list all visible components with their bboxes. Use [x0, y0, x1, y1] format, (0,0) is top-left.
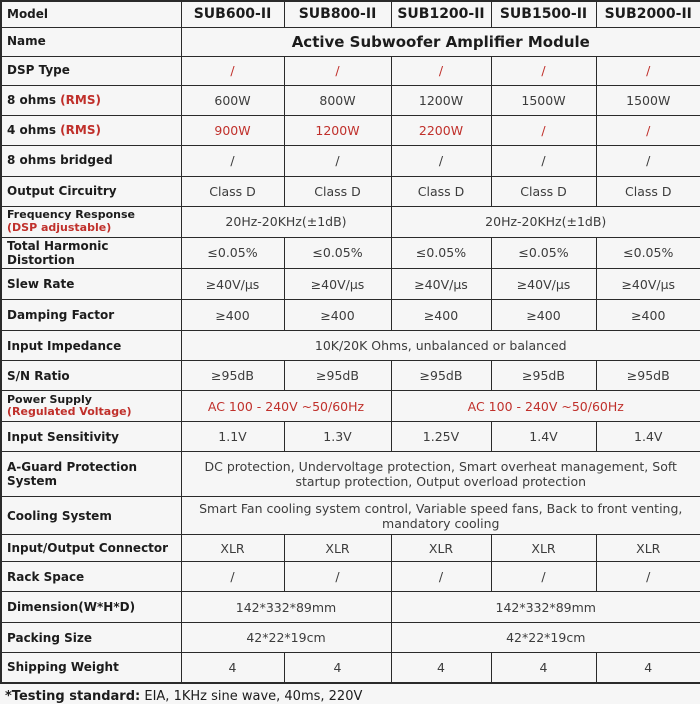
spec-cell: ≥40V/μs	[284, 269, 391, 300]
spec-cell: /	[284, 562, 391, 592]
spec-cell: 1.3V	[284, 422, 391, 452]
row-power-supply	[1, 391, 700, 422]
spec-cell: ≤0.05%	[284, 237, 391, 269]
spec-cell: 1500W	[491, 85, 596, 115]
spec-cell: /	[181, 562, 284, 592]
spec-cell: Class D	[284, 176, 391, 206]
row-input-sensitivity	[1, 422, 700, 452]
row-label-dsp-type: DSP Type	[1, 56, 181, 85]
row-rack-space	[1, 562, 700, 592]
spec-cell: 2200W	[391, 115, 491, 145]
spec-cell: 1.4V	[596, 422, 700, 452]
spec-cell: 4	[391, 653, 491, 683]
spec-cell: 1.4V	[491, 422, 596, 452]
row-output-circuitry	[1, 176, 700, 206]
spec-cell: ≥95dB	[284, 361, 391, 391]
spec-cell: ≥400	[284, 300, 391, 331]
model-name: SUB1500-II	[491, 1, 596, 27]
row-label-slew-rate: Slew Rate	[1, 269, 181, 300]
spec-cell: 4	[596, 653, 700, 683]
testing-standard-label: *Testing standard:	[5, 688, 141, 704]
row-io-connector	[1, 535, 700, 562]
row-a-guard	[1, 452, 700, 497]
spec-cell: ≥400	[391, 300, 491, 331]
spec-cell: /	[596, 562, 700, 592]
spec-cell: Class D	[491, 176, 596, 206]
spec-cell: /	[391, 562, 491, 592]
row-sn-ratio	[1, 361, 700, 391]
spec-cell: /	[491, 562, 596, 592]
spec-cell: 1200W	[284, 115, 391, 145]
spec-cell: 4	[181, 653, 284, 683]
spec-cell: 4	[491, 653, 596, 683]
row-thd	[1, 237, 700, 269]
spec-cell: /	[181, 145, 284, 176]
row-label-output-circuitry: Output Circuitry	[1, 176, 181, 206]
row-slew-rate	[1, 269, 700, 300]
row-8ohms-rms	[1, 85, 700, 115]
row-label-damping-factor: Damping Factor	[1, 300, 181, 331]
spec-cell: Class D	[596, 176, 700, 206]
spec-cell: 142*332*89mm	[181, 592, 391, 623]
spec-cell: 800W	[284, 85, 391, 115]
spec-cell: 900W	[181, 115, 284, 145]
spec-cell: ≥95dB	[181, 361, 284, 391]
spec-cell: AC 100 - 240V ~50/60Hz	[181, 391, 391, 422]
row-8ohms-bridged	[1, 145, 700, 176]
dsp-adjustable-label: (DSP adjustable)	[7, 220, 112, 234]
spec-cell: ≤0.05%	[181, 237, 284, 269]
spec-cell: /	[596, 115, 700, 145]
row-shipping-weight	[1, 653, 700, 683]
spec-cell: XLR	[181, 535, 284, 562]
row-frequency-response	[1, 206, 700, 237]
row-label-io-connector: Input/Output Connector	[1, 535, 181, 562]
spec-cell: XLR	[596, 535, 700, 562]
spec-cell: /	[391, 56, 491, 85]
spec-cell: /	[596, 56, 700, 85]
row-label-dimension: Dimension(W*H*D)	[1, 592, 181, 623]
row-label-input-sensitivity: Input Sensitivity	[1, 422, 181, 452]
spec-cell: ≤0.05%	[491, 237, 596, 269]
model-name: SUB2000-II	[596, 1, 700, 27]
row-label-cooling-system: Cooling System	[1, 497, 181, 535]
spec-cell: ≥95dB	[596, 361, 700, 391]
header-row	[1, 1, 700, 27]
spec-cell: 1.1V	[181, 422, 284, 452]
spec-cell: DC protection, Undervoltage protection, Smart overheat management, Soft startup protection, Output overload protection	[181, 452, 700, 497]
row-cooling-system	[1, 497, 700, 535]
spec-cell: 10K/20K Ohms, unbalanced or balanced	[181, 331, 700, 361]
row-label-8ohms-bridged: 8 ohms bridged	[1, 145, 181, 176]
spec-cell: /	[284, 145, 391, 176]
spec-cell: Class D	[181, 176, 284, 206]
row-label-shipping-weight: Shipping Weight	[1, 653, 181, 683]
spec-cell: ≥40V/μs	[391, 269, 491, 300]
spec-cell: /	[491, 115, 596, 145]
spec-cell: Smart Fan cooling system control, Variable speed fans, Back to front venting, mandatory cooling	[181, 497, 700, 535]
spec-cell: XLR	[491, 535, 596, 562]
spec-cell: 142*332*89mm	[391, 592, 700, 623]
spec-cell: ≥40V/μs	[596, 269, 700, 300]
spec-cell: 20Hz-20KHz(±1dB)	[391, 206, 700, 237]
row-packing-size	[1, 623, 700, 653]
model-name: SUB1200-II	[391, 1, 491, 27]
spec-cell: /	[491, 145, 596, 176]
row-label-rack-space: Rack Space	[1, 562, 181, 592]
header-model-label: Model	[1, 1, 181, 27]
rms-red-label: (RMS)	[60, 92, 101, 107]
row-4ohms-rms	[1, 115, 700, 145]
spec-cell: XLR	[284, 535, 391, 562]
spec-cell: ≥40V/μs	[491, 269, 596, 300]
row-label-thd: Total Harmonic Distortion	[1, 237, 181, 269]
spec-cell: ≥40V/μs	[181, 269, 284, 300]
spec-cell: 600W	[181, 85, 284, 115]
row-dimension	[1, 592, 700, 623]
spec-cell: 42*22*19cm	[181, 623, 391, 653]
row-label-power-supply: Power Supply (Regulated Voltage)	[1, 391, 181, 422]
spec-cell: 1500W	[596, 85, 700, 115]
row-label-a-guard: A-Guard Protection System	[1, 452, 181, 497]
spec-cell: ≥400	[491, 300, 596, 331]
row-name	[1, 27, 700, 56]
model-name: SUB800-II	[284, 1, 391, 27]
spec-cell: 1200W	[391, 85, 491, 115]
spec-cell: /	[491, 56, 596, 85]
spec-cell: 4	[284, 653, 391, 683]
row-label-frequency-response: Frequency Response (DSP adjustable)	[1, 206, 181, 237]
spec-cell: ≥400	[181, 300, 284, 331]
testing-standard-note	[0, 684, 700, 704]
spec-cell: ≥400	[596, 300, 700, 331]
rms-red-label: (RMS)	[60, 122, 101, 137]
spec-cell: XLR	[391, 535, 491, 562]
spec-cell: ≤0.05%	[391, 237, 491, 269]
spec-cell: Class D	[391, 176, 491, 206]
spec-cell: AC 100 - 240V ~50/60Hz	[391, 391, 700, 422]
spec-cell: /	[391, 145, 491, 176]
product-name: Active Subwoofer Amplifier Module	[181, 27, 700, 56]
row-input-impedance	[1, 331, 700, 361]
spec-cell: 20Hz-20KHz(±1dB)	[181, 206, 391, 237]
testing-standard-text: EIA, 1KHz sine wave, 40ms, 220V	[140, 688, 363, 704]
row-damping-factor	[1, 300, 700, 331]
regulated-voltage-label: (Regulated Voltage)	[7, 405, 132, 419]
row-label-input-impedance: Input Impedance	[1, 331, 181, 361]
row-label-8ohms-rms: 8 ohms (RMS)	[1, 85, 181, 115]
row-label-sn-ratio: S/N Ratio	[1, 361, 181, 391]
row-label-4ohms-rms: 4 ohms (RMS)	[1, 115, 181, 145]
spec-cell: ≤0.05%	[596, 237, 700, 269]
model-name: SUB600-II	[181, 1, 284, 27]
spec-cell: ≥95dB	[391, 361, 491, 391]
spec-cell: 42*22*19cm	[391, 623, 700, 653]
spec-cell: ≥95dB	[491, 361, 596, 391]
row-label-packing-size: Packing Size	[1, 623, 181, 653]
spec-cell: 1.25V	[391, 422, 491, 452]
spec-cell: /	[284, 56, 391, 85]
spec-cell: /	[181, 56, 284, 85]
row-label-name: Name	[1, 27, 181, 56]
spec-cell: /	[596, 145, 700, 176]
row-dsp-type	[1, 56, 700, 85]
